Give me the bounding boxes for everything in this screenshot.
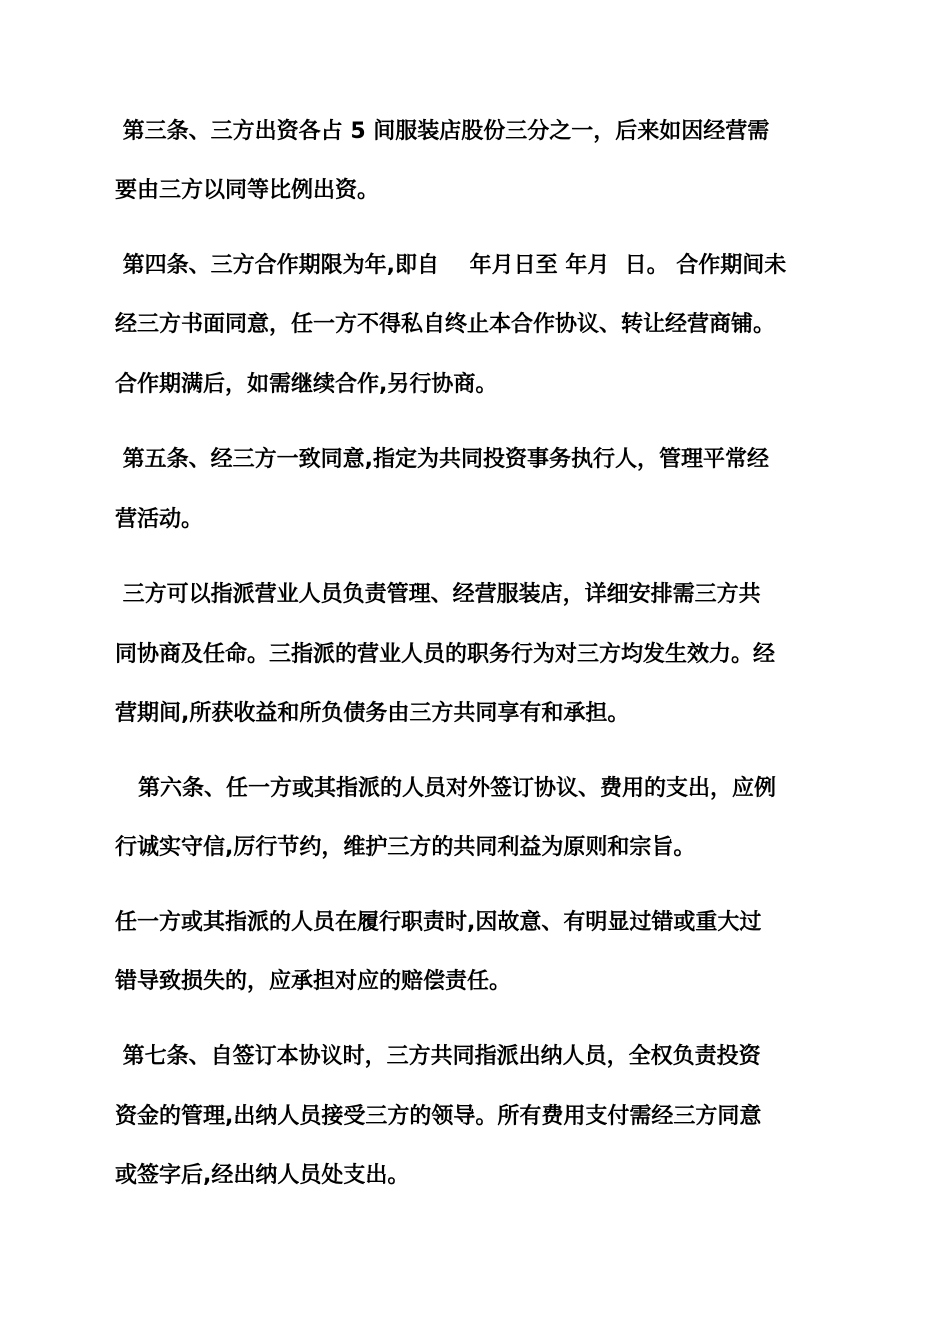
text-line: 任一方或其指派的人员在履行职责时,因故意、有明显过错或重大过 [115,910,762,935]
text-line: 行诚实守信,厉行节约，维护三方的共同利益为原则和宗旨。 [115,835,696,860]
text-line: 第七条、自签订本协议时，三方共同指派出纳人员，全权负责投资 [115,1044,761,1069]
text-line: 要由三方以同等比例出资。 [115,178,380,203]
text-line: 资金的管理,出纳人员接受三方的领导。所有费用支付需经三方同意 [115,1104,762,1129]
text-line: 第四条、三方合作期限为年,即自 年月日至 年月 日。 合作期间未 [115,253,787,278]
text-line: 经三方书面同意，任一方不得私自终止本合作协议、转让经营商铺。 [115,312,776,337]
text-line: 第五条、经三方一致同意,指定为共同投资事务执行人，管理平常经 [115,447,770,472]
text-line: 或签字后,经出纳人员处支出。 [115,1163,410,1188]
text-line: 同协商及任命。三指派的营业人员的职务行为对三方均发生效力。经 [115,642,776,667]
text-line: 合作期满后，如需继续合作,另行协商。 [115,372,498,397]
text-line: 第六条、任一方或其指派的人员对外签订协议、费用的支出，应例 [115,776,776,801]
text-line: 营活动。 [115,507,204,532]
text-line: 错导致损失的，应承担对应的赔偿责任。 [115,969,512,994]
text-line: 三方可以指派营业人员负责管理、经营服装店，详细安排需三方共 [115,582,761,607]
text-line: 第三条、三方出资各占 5 间服装店股份三分之一，后来如因经营需 [115,119,770,144]
text-line: 营期间,所获收益和所负债务由三方共同享有和承担。 [115,701,630,726]
